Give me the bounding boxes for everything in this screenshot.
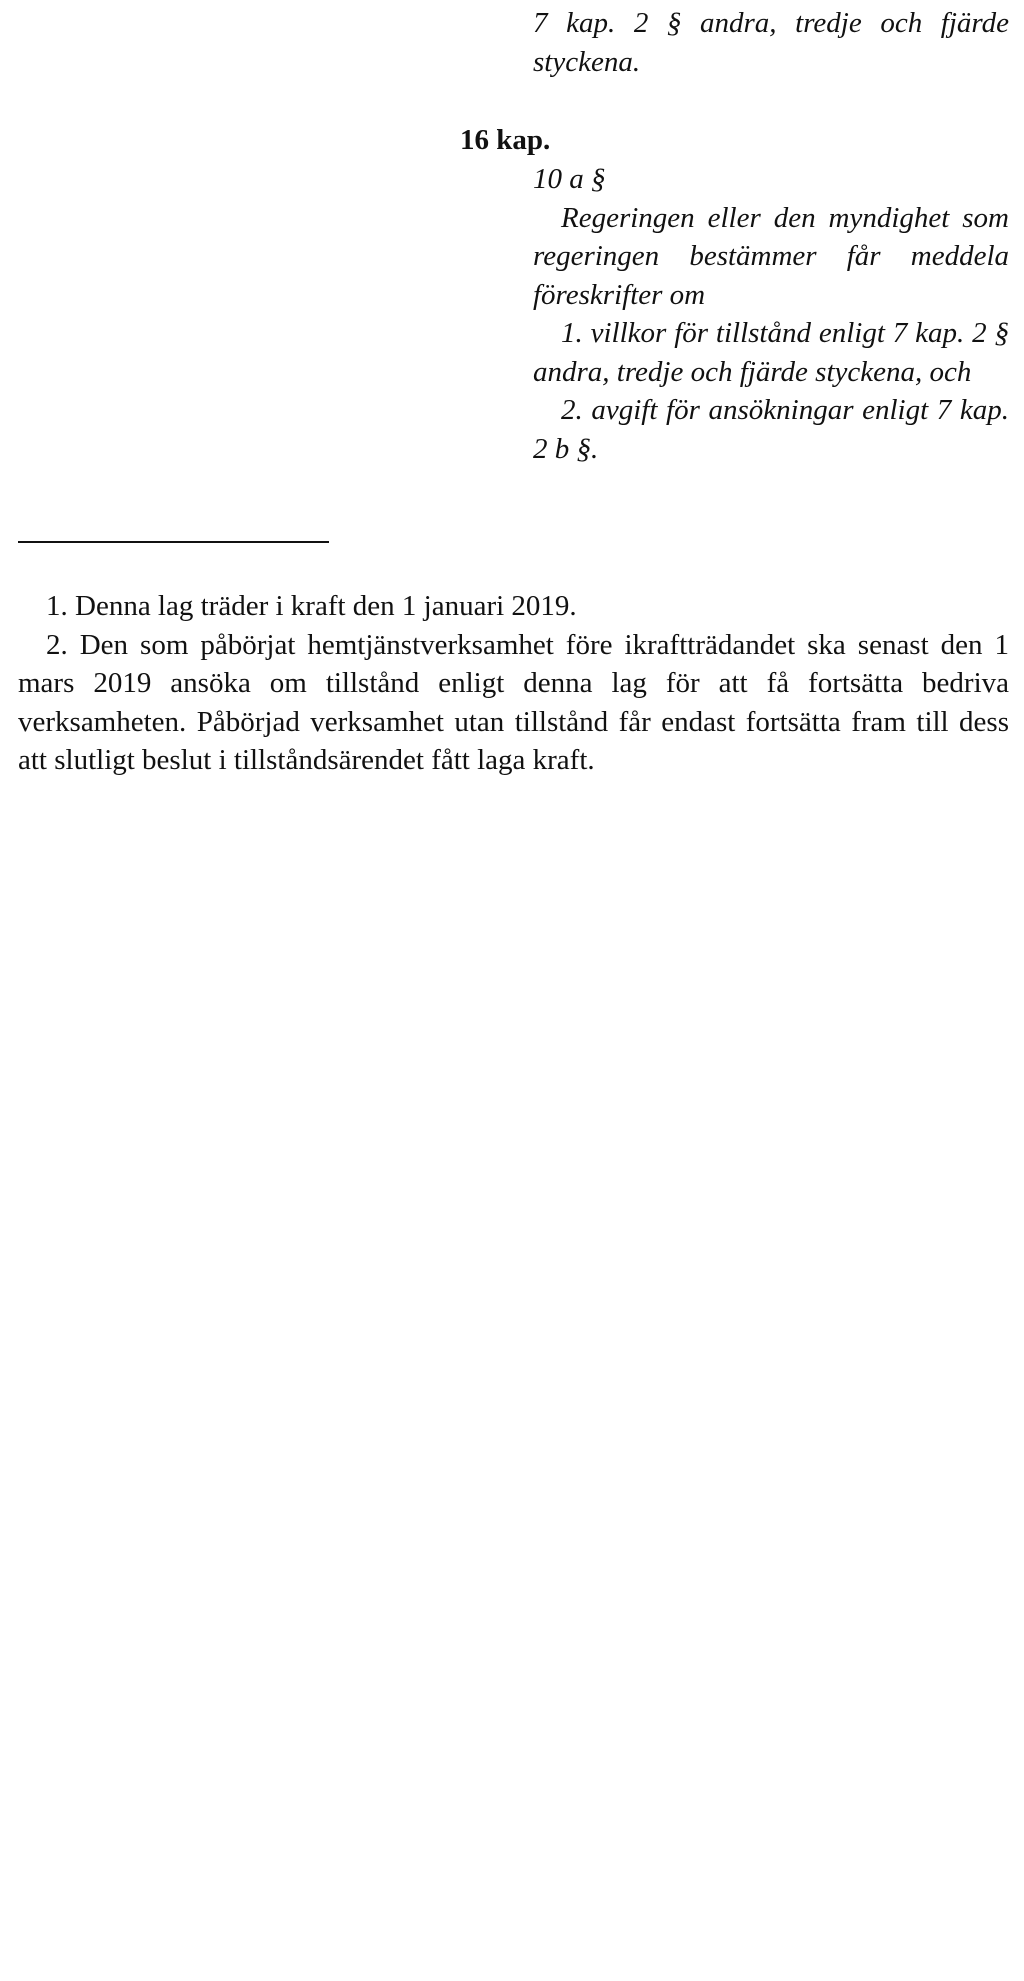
transitional-item: 2. Den som påbörjat hemtjänstverksamhet före ikraftträdandet ska senast den 1 mars 2019 ansöka om tillstånd enligt denna lag för att få fortsätta bedriva verksamheten. Påbörjad verksamhet utan tillstånd får endast fortsätta fram till dess att slutligt beslut i tillståndsärendet fått laga kraft. bbox=[18, 628, 1009, 776]
section-10a bbox=[533, 160, 1009, 468]
section-list-item: 1. villkor för tillstånd enligt 7 kap. 2 § andra, tredje och fjärde styckena, och bbox=[533, 317, 1009, 388]
transitional-provisions bbox=[18, 587, 1009, 780]
transitional-item: 1. Denna lag träder i kraft den 1 januari 2019. bbox=[46, 590, 577, 622]
continuation-text: 7 kap. 2 § andra, tredje och fjärde styckena. bbox=[533, 7, 1009, 78]
section-list-item: 2. avgift för ansökningar enligt 7 kap. 2 b §. bbox=[533, 394, 1009, 465]
transitional-divider bbox=[18, 541, 329, 543]
previous-section-continuation bbox=[533, 4, 1009, 81]
chapter-heading: 16 kap. bbox=[460, 124, 551, 156]
section-number: 10 a § bbox=[533, 163, 606, 195]
section-intro: Regeringen eller den myndighet som regeringen bestämmer får meddela föreskrifter om bbox=[533, 201, 1009, 311]
